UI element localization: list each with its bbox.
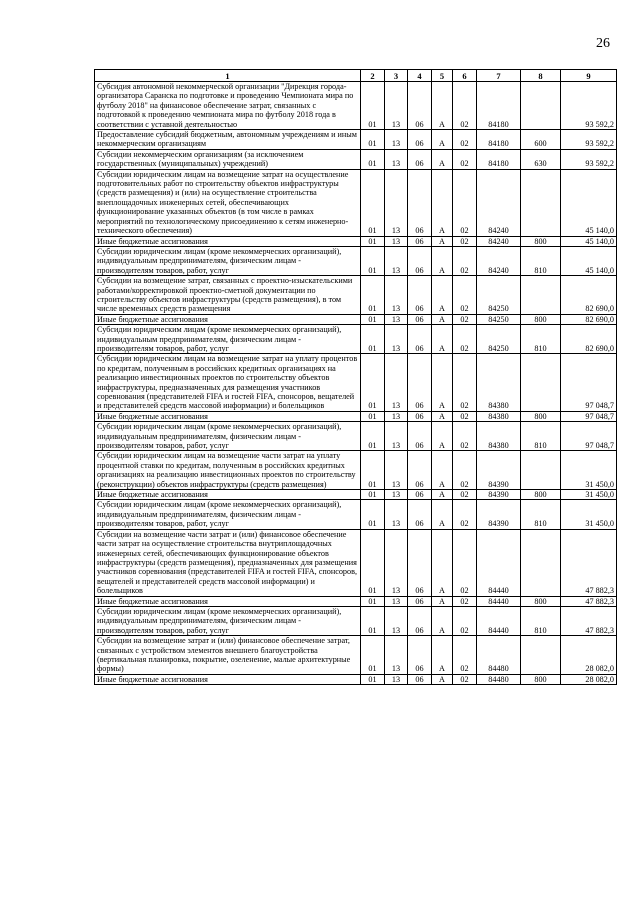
section-code: 01 xyxy=(361,82,385,130)
subprogram-code: А xyxy=(432,169,453,236)
table-row xyxy=(95,422,617,451)
table-row xyxy=(95,529,617,596)
program-code: 06 xyxy=(408,411,432,421)
table-row xyxy=(95,451,617,490)
section-code: 01 xyxy=(361,490,385,500)
row-amount: 47 882,3 xyxy=(561,529,617,596)
subprogram-code: А xyxy=(432,674,453,684)
row-description: Субсидии юридическим лицам (кроме некоммерческих организаций), индивидуальным предпринимателям, физическим лицам - производителям товаров, работ, услуг xyxy=(95,246,361,275)
subprogram-code: А xyxy=(432,606,453,635)
row-amount: 82 690,0 xyxy=(561,314,617,324)
subprogram-code: А xyxy=(432,246,453,275)
subsection-code: 13 xyxy=(385,606,408,635)
column-header: 4 xyxy=(408,70,432,82)
row-amount: 28 082,0 xyxy=(561,674,617,684)
program-code: 06 xyxy=(408,82,432,130)
section-code: 01 xyxy=(361,606,385,635)
subprogram-code: А xyxy=(432,354,453,411)
section-code: 01 xyxy=(361,451,385,490)
column-header: 5 xyxy=(432,70,453,82)
table-row xyxy=(95,314,617,324)
program-code: 06 xyxy=(408,354,432,411)
section-code: 01 xyxy=(361,236,385,246)
table-row xyxy=(95,606,617,635)
row-description: Иные бюджетные ассигнования xyxy=(95,236,361,246)
subsection-code: 13 xyxy=(385,354,408,411)
event-code: 02 xyxy=(453,246,477,275)
row-amount: 45 140,0 xyxy=(561,169,617,236)
event-code: 02 xyxy=(453,674,477,684)
section-code: 01 xyxy=(361,149,385,169)
expense-code: 84390 xyxy=(477,451,521,490)
expense-code: 84390 xyxy=(477,490,521,500)
row-description: Субсидии юридическим лицам (кроме некоммерческих организаций), индивидуальным предпринимателям, физическим лицам - производителям товаров, работ, услуг xyxy=(95,500,361,529)
expense-code: 84250 xyxy=(477,276,521,315)
subsection-code: 13 xyxy=(385,149,408,169)
expense-type-code xyxy=(521,169,561,236)
row-amount: 93 592,2 xyxy=(561,149,617,169)
subsection-code: 13 xyxy=(385,246,408,275)
event-code: 02 xyxy=(453,596,477,606)
section-code: 01 xyxy=(361,596,385,606)
event-code: 02 xyxy=(453,451,477,490)
expense-code: 84480 xyxy=(477,674,521,684)
row-description: Субсидии на возмещение части затрат и (или) финансовое обеспечение части затрат на осуществление строительства внутриплощадочных инженерных сетей, обеспечивающих функционирование объектов инфраструктуры (средств размещения), предназначенных для размещения участников соревнования (представителей FIFA и гостей FIFA, спонсоров, вещателей и представителей средств массовой информации) и болельщиков xyxy=(95,529,361,596)
column-header: 7 xyxy=(477,70,521,82)
row-description: Субсидии на возмещение затрат и (или) финансовое обеспечение затрат, связанных с устройством элементов внешнего благоустройства (вертикальная планировка, покрытие, озеленение, малые архитектурные формы) xyxy=(95,636,361,675)
table-row xyxy=(95,82,617,130)
expense-code: 84380 xyxy=(477,422,521,451)
table-row xyxy=(95,149,617,169)
event-code: 02 xyxy=(453,606,477,635)
expense-code: 84440 xyxy=(477,596,521,606)
section-code: 01 xyxy=(361,246,385,275)
expense-type-code xyxy=(521,276,561,315)
row-amount: 93 592,2 xyxy=(561,82,617,130)
row-description: Субсидии юридическим лицам на возмещение затрат на осуществление подготовительных работ по строительству объектов инфраструктуры (средств размещения) и (или) на осуществление строительства внеплощадочных инженерных сетей, обеспечивающих функционирование указанных объектов (в том числе в рамках мероприятий по технологическому присоединению к сетям инженерно-технического обеспечения) xyxy=(95,169,361,236)
expense-type-code xyxy=(521,354,561,411)
subsection-code: 13 xyxy=(385,451,408,490)
expense-type-code xyxy=(521,636,561,675)
subsection-code: 13 xyxy=(385,130,408,150)
subprogram-code: А xyxy=(432,82,453,130)
expense-type-code: 800 xyxy=(521,674,561,684)
row-description: Иные бюджетные ассигнования xyxy=(95,314,361,324)
row-description: Предоставление субсидий бюджетным, автономным учреждениям и иным некоммерческим организациям xyxy=(95,130,361,150)
subsection-code: 13 xyxy=(385,276,408,315)
subsection-code: 13 xyxy=(385,422,408,451)
subprogram-code: А xyxy=(432,490,453,500)
expense-code: 84240 xyxy=(477,169,521,236)
table-row xyxy=(95,325,617,354)
table-row xyxy=(95,246,617,275)
program-code: 06 xyxy=(408,422,432,451)
section-code: 01 xyxy=(361,636,385,675)
row-amount: 31 450,0 xyxy=(561,490,617,500)
event-code: 02 xyxy=(453,169,477,236)
subsection-code: 13 xyxy=(385,236,408,246)
event-code: 02 xyxy=(453,422,477,451)
subsection-code: 13 xyxy=(385,529,408,596)
expense-type-code: 810 xyxy=(521,422,561,451)
subprogram-code: А xyxy=(432,422,453,451)
row-description: Субсидии юридическим лицам (кроме некоммерческих организаций), индивидуальным предпринимателям, физическим лицам - производителям товаров, работ, услуг xyxy=(95,422,361,451)
row-amount: 47 882,3 xyxy=(561,606,617,635)
row-description: Иные бюджетные ассигнования xyxy=(95,490,361,500)
expense-code: 84240 xyxy=(477,246,521,275)
table-row xyxy=(95,354,617,411)
program-code: 06 xyxy=(408,314,432,324)
row-amount: 82 690,0 xyxy=(561,276,617,315)
program-code: 06 xyxy=(408,500,432,529)
section-code: 01 xyxy=(361,422,385,451)
expense-type-code: 810 xyxy=(521,500,561,529)
subprogram-code: А xyxy=(432,636,453,675)
program-code: 06 xyxy=(408,606,432,635)
row-description: Иные бюджетные ассигнования xyxy=(95,674,361,684)
budget-table xyxy=(94,69,617,685)
row-amount: 28 082,0 xyxy=(561,636,617,675)
section-code: 01 xyxy=(361,674,385,684)
row-description: Субсидии юридическим лицам (кроме некоммерческих организаций), индивидуальным предпринимателям, физическим лицам - производителям товаров, работ, услуг xyxy=(95,606,361,635)
expense-type-code: 800 xyxy=(521,411,561,421)
table-row xyxy=(95,276,617,315)
event-code: 02 xyxy=(453,411,477,421)
subsection-code: 13 xyxy=(385,411,408,421)
row-amount: 93 592,2 xyxy=(561,130,617,150)
event-code: 02 xyxy=(453,82,477,130)
table-row xyxy=(95,169,617,236)
section-code: 01 xyxy=(361,500,385,529)
subsection-code: 13 xyxy=(385,490,408,500)
row-description: Субсидии юридическим лицам на возмещение части затрат на уплату процентной ставки по кредитам, полученным в российских кредитных организациях на реализацию инвестиционных проектов по строительству (реконструкции) объектов инфраструктуры (средств размещения) xyxy=(95,451,361,490)
subsection-code: 13 xyxy=(385,169,408,236)
subprogram-code: А xyxy=(432,314,453,324)
program-code: 06 xyxy=(408,246,432,275)
subprogram-code: А xyxy=(432,325,453,354)
program-code: 06 xyxy=(408,596,432,606)
row-amount: 97 048,7 xyxy=(561,411,617,421)
table-row xyxy=(95,490,617,500)
table-row xyxy=(95,674,617,684)
subprogram-code: А xyxy=(432,411,453,421)
row-amount: 45 140,0 xyxy=(561,246,617,275)
row-amount: 82 690,0 xyxy=(561,325,617,354)
program-code: 06 xyxy=(408,149,432,169)
expense-type-code xyxy=(521,451,561,490)
subsection-code: 13 xyxy=(385,314,408,324)
expense-code: 84250 xyxy=(477,314,521,324)
row-description: Иные бюджетные ассигнования xyxy=(95,596,361,606)
subprogram-code: А xyxy=(432,236,453,246)
subprogram-code: А xyxy=(432,130,453,150)
expense-code: 84380 xyxy=(477,411,521,421)
table-header-row xyxy=(95,70,617,82)
program-code: 06 xyxy=(408,529,432,596)
event-code: 02 xyxy=(453,314,477,324)
expense-type-code: 810 xyxy=(521,606,561,635)
expense-type-code: 630 xyxy=(521,149,561,169)
subsection-code: 13 xyxy=(385,674,408,684)
table-row xyxy=(95,411,617,421)
program-code: 06 xyxy=(408,169,432,236)
row-description: Субсидии юридическим лицам на возмещение затрат на уплату процентов по кредитам, полученным в российских кредитных организациях на реализацию инвестиционных проектов по строительству объектов инфраструктуры, предназначенных для размещения участников соревнования (представителей FIFA и гостей FIFA, спонсоров, вещателей и представителей средств массовой информации) и болельщиков xyxy=(95,354,361,411)
expense-type-code: 800 xyxy=(521,490,561,500)
table-row xyxy=(95,130,617,150)
row-amount: 45 140,0 xyxy=(561,236,617,246)
column-header: 6 xyxy=(453,70,477,82)
subprogram-code: А xyxy=(432,500,453,529)
expense-type-code xyxy=(521,82,561,130)
subprogram-code: А xyxy=(432,149,453,169)
program-code: 06 xyxy=(408,325,432,354)
subsection-code: 13 xyxy=(385,325,408,354)
section-code: 01 xyxy=(361,130,385,150)
expense-type-code: 800 xyxy=(521,596,561,606)
expense-code: 84380 xyxy=(477,354,521,411)
expense-code: 84180 xyxy=(477,82,521,130)
expense-code: 84480 xyxy=(477,636,521,675)
subprogram-code: А xyxy=(432,596,453,606)
expense-type-code: 810 xyxy=(521,325,561,354)
program-code: 06 xyxy=(408,236,432,246)
row-description: Субсидии юридическим лицам (кроме некоммерческих организаций), индивидуальным предпринимателям, физическим лицам - производителям товаров, работ, услуг xyxy=(95,325,361,354)
expense-type-code: 800 xyxy=(521,236,561,246)
section-code: 01 xyxy=(361,354,385,411)
event-code: 02 xyxy=(453,490,477,500)
subprogram-code: А xyxy=(432,529,453,596)
section-code: 01 xyxy=(361,529,385,596)
row-description: Субсидия автономной некоммерческой организации "Дирекция города-организатора Саранска по подготовке и проведению Чемпионата мира по футболу 2018" на финансовое обеспечение затрат, связанных с подготовкой к проведению чемпионата мира по футболу 2018 года в соответствии с уставной деятельностью xyxy=(95,82,361,130)
column-header: 1 xyxy=(95,70,361,82)
subsection-code: 13 xyxy=(385,636,408,675)
event-code: 02 xyxy=(453,500,477,529)
expense-type-code xyxy=(521,529,561,596)
expense-type-code: 800 xyxy=(521,314,561,324)
row-description: Иные бюджетные ассигнования xyxy=(95,411,361,421)
expense-code: 84250 xyxy=(477,325,521,354)
section-code: 01 xyxy=(361,325,385,354)
table-row xyxy=(95,636,617,675)
row-amount: 31 450,0 xyxy=(561,500,617,529)
expense-code: 84390 xyxy=(477,500,521,529)
program-code: 06 xyxy=(408,451,432,490)
expense-code: 84180 xyxy=(477,130,521,150)
event-code: 02 xyxy=(453,236,477,246)
event-code: 02 xyxy=(453,276,477,315)
subsection-code: 13 xyxy=(385,82,408,130)
row-amount: 31 450,0 xyxy=(561,451,617,490)
event-code: 02 xyxy=(453,325,477,354)
row-description: Субсидии некоммерческим организациям (за исключением государственных (муниципальных) учреждений) xyxy=(95,149,361,169)
expense-type-code: 810 xyxy=(521,246,561,275)
section-code: 01 xyxy=(361,276,385,315)
expense-code: 84240 xyxy=(477,236,521,246)
section-code: 01 xyxy=(361,411,385,421)
event-code: 02 xyxy=(453,130,477,150)
event-code: 02 xyxy=(453,354,477,411)
column-header: 2 xyxy=(361,70,385,82)
expense-code: 84440 xyxy=(477,529,521,596)
event-code: 02 xyxy=(453,636,477,675)
subsection-code: 13 xyxy=(385,500,408,529)
row-amount: 97 048,7 xyxy=(561,354,617,411)
row-description: Субсидии на возмещение затрат, связанных с проектно-изыскательскими работами/корректировкой проектно-сметной документации по строительству объектов инфраструктуры (средств размещения), в том числе временных средств размещения xyxy=(95,276,361,315)
program-code: 06 xyxy=(408,130,432,150)
program-code: 06 xyxy=(408,490,432,500)
column-header: 8 xyxy=(521,70,561,82)
section-code: 01 xyxy=(361,169,385,236)
event-code: 02 xyxy=(453,149,477,169)
table-row xyxy=(95,236,617,246)
expense-code: 84440 xyxy=(477,606,521,635)
page-number: 26 xyxy=(596,36,610,51)
row-amount: 97 048,7 xyxy=(561,422,617,451)
event-code: 02 xyxy=(453,529,477,596)
program-code: 06 xyxy=(408,276,432,315)
program-code: 06 xyxy=(408,636,432,675)
row-amount: 47 882,3 xyxy=(561,596,617,606)
subsection-code: 13 xyxy=(385,596,408,606)
table-row xyxy=(95,500,617,529)
table-row xyxy=(95,596,617,606)
expense-type-code: 600 xyxy=(521,130,561,150)
column-header: 9 xyxy=(561,70,617,82)
column-header: 3 xyxy=(385,70,408,82)
subprogram-code: А xyxy=(432,276,453,315)
subprogram-code: А xyxy=(432,451,453,490)
program-code: 06 xyxy=(408,674,432,684)
section-code: 01 xyxy=(361,314,385,324)
expense-code: 84180 xyxy=(477,149,521,169)
